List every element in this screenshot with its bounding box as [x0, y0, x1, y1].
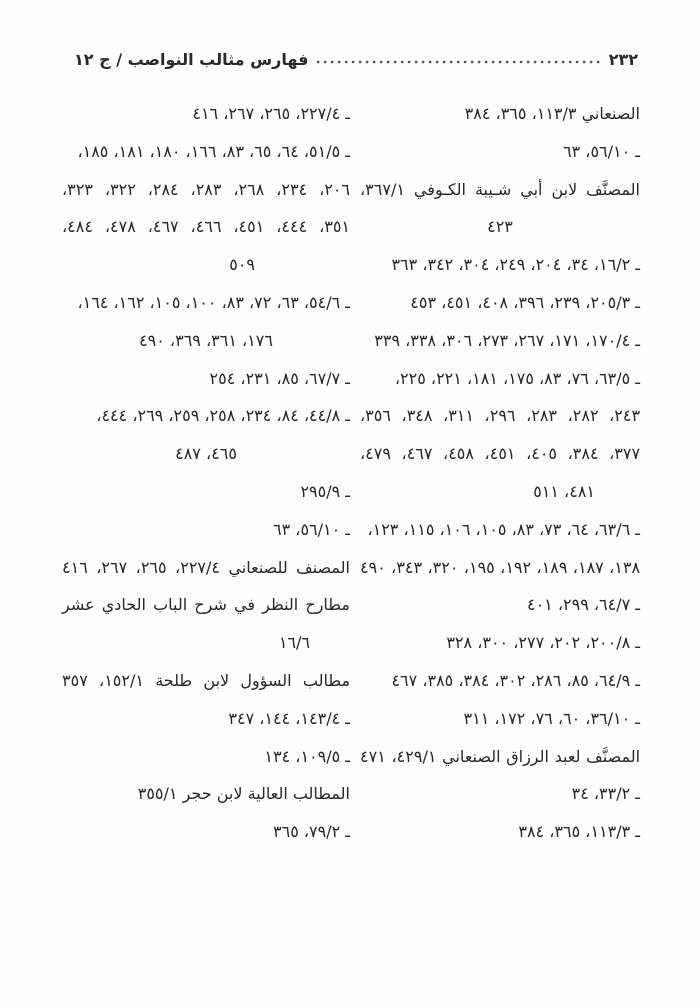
index-line: المطالب العالية لابن حجر ٣٥٥/١ — [137, 784, 350, 804]
index-line: ـ ٢٩٥/٩ — [300, 481, 350, 501]
index-line: ـ ٢٢٧/٤، ٢٦٥، ٢٦٧، ٤١٦ — [192, 104, 350, 123]
index-line: مطالب السؤول لابن طلحة ١٥٢/١، ٣٥٧ — [62, 670, 351, 690]
index-line: المصنَّف لعبد الرزاق الصنعاني ٤٢٩/١، ٤٧١ — [360, 746, 641, 766]
index-line: ـ ٧٩/٢، ٣٦٥ — [273, 822, 350, 842]
index-line: ـ ٢٠٠/٨، ٢٠٢، ٢٧٧، ٣٠٠، ٣٢٨ — [446, 633, 640, 653]
index-line: ١٦/٦ — [278, 633, 310, 653]
index-line: ٢٠٦، ٢٣٤، ٢٦٨، ٢٨٣، ٢٨٤، ٣٢٢، ٣٢٣، — [62, 179, 351, 199]
book-title: فهارس مثالب النواصب / ج ١٢ — [74, 50, 309, 69]
index-line: مطارح النظر في شرح الباب الحادي عشر — [62, 595, 350, 615]
page-number: ٢٣٢ — [608, 50, 638, 69]
index-line: ـ ٦٣/٥، ٧٦، ٨٣، ١٧٥، ١٨١، ٢٢١، ٢٢٥، — [394, 368, 640, 388]
index-line: ٤٦٥، ٤٨٧ — [175, 444, 237, 464]
index-line: ـ ٣٦/١٠، ٦٠، ٧٦، ١٧٢، ٣١١ — [463, 708, 640, 728]
index-line: ـ ٦٧/٧، ٨٥، ٢٣١، ٢٥٤ — [209, 368, 350, 388]
index-line: ـ ٣٣/٢، ٣٤ — [571, 784, 640, 804]
index-line: المصنَّف لابن أبي شـيبة الكـوفي ٣٦٧/١، — [360, 179, 640, 199]
index-line: ـ ٦٣/٦، ٦٤، ٧٣، ٨٣، ١٠٥، ١٠٦، ١١٥، ١٢٣، — [367, 519, 640, 539]
index-line: ١٧٦، ٣٦١، ٣٦٩، ٤٩٠ — [139, 330, 273, 350]
index-line: ٤٨١، ٥١١ — [533, 481, 595, 501]
index-line: ٥٠٩ — [229, 255, 255, 275]
index-line: ٣٧٧، ٣٨٤، ٤٠٥، ٤٥١، ٤٥٨، ٤٦٧، ٤٧٩، — [360, 444, 641, 464]
dot-leader — [315, 55, 601, 65]
index-body — [62, 95, 640, 851]
index-line: ـ ١٤٣/٤، ١٤٤، ٣٤٧ — [228, 708, 350, 728]
index-line: ٢٤٣، ٢٨٢، ٢٨٣، ٢٩٦، ٣١١، ٣٤٨، ٣٥٦، — [360, 406, 641, 426]
index-line: ـ ١٧٠/٤، ١٧١، ٢٦٧، ٢٧٣، ٣٠٦، ٣٣٨، ٣٣٩ — [374, 330, 640, 350]
index-line: ـ ٥٦/١٠، ٦٣ — [563, 141, 640, 161]
index-line: ـ ٥٤/٦، ٦٣، ٧٢، ٨٣، ١٠٠، ١٠٥، ١٦٢، ١٦٤، — [77, 292, 350, 312]
index-line: ـ ٢٠٥/٣، ٢٣٩، ٣٩٦، ٤٠٨، ٤٥١، ٤٥٣ — [410, 292, 640, 312]
index-line: ـ ٥٦/١٠، ٦٣ — [273, 519, 350, 539]
running-head — [74, 0, 638, 78]
index-line: ٣٥١، ٤٤٤، ٤٥١، ٤٦٦، ٤٦٧، ٤٧٨، ٤٨٤، — [62, 217, 351, 237]
index-line: المصنف للصنعاني ٢٢٧/٤، ٢٦٥، ٢٦٧، ٤١٦ — [62, 557, 350, 577]
index-line: ـ ١٠٩/٥، ١٣٤ — [264, 746, 350, 766]
index-line: الصنعاني ١١٣/٣، ٣٦٥، ٣٨٤ — [464, 104, 640, 123]
index-column-left — [62, 95, 350, 851]
index-line: ـ ٥١/٥، ٦٤، ٦٥، ٨٣، ١٦٦، ١٨٠، ١٨١، ١٨٥، — [77, 141, 350, 161]
index-line: ـ ٦٤/٧، ٢٩٩، ٤٠١ — [526, 595, 640, 615]
index-line: ١٣٨، ١٨٧، ١٨٩، ١٩٢، ١٩٥، ٣٢٠، ٣٤٣، ٤٩٠ — [360, 557, 641, 577]
index-line: ـ ١١٣/٣، ٣٦٥، ٣٨٤ — [518, 822, 640, 842]
index-line: ـ ٦٤/٩، ٨٥، ٢٨٦، ٣٠٢، ٣٨٤، ٣٨٥، ٤٦٧ — [391, 670, 640, 690]
index-column-right — [360, 95, 640, 851]
index-line: ـ ٤٤/٨، ٨٤، ٢٣٤، ٢٥٨، ٢٥٩، ٢٦٩، ٤٤٤، — [96, 406, 350, 426]
index-line: ٤٢٣ — [487, 217, 513, 237]
index-line: ـ ١٦/٢، ٣٤، ٢٠٤، ٢٤٩، ٣٠٤، ٣٤٢، ٣٦٣ — [391, 255, 640, 275]
